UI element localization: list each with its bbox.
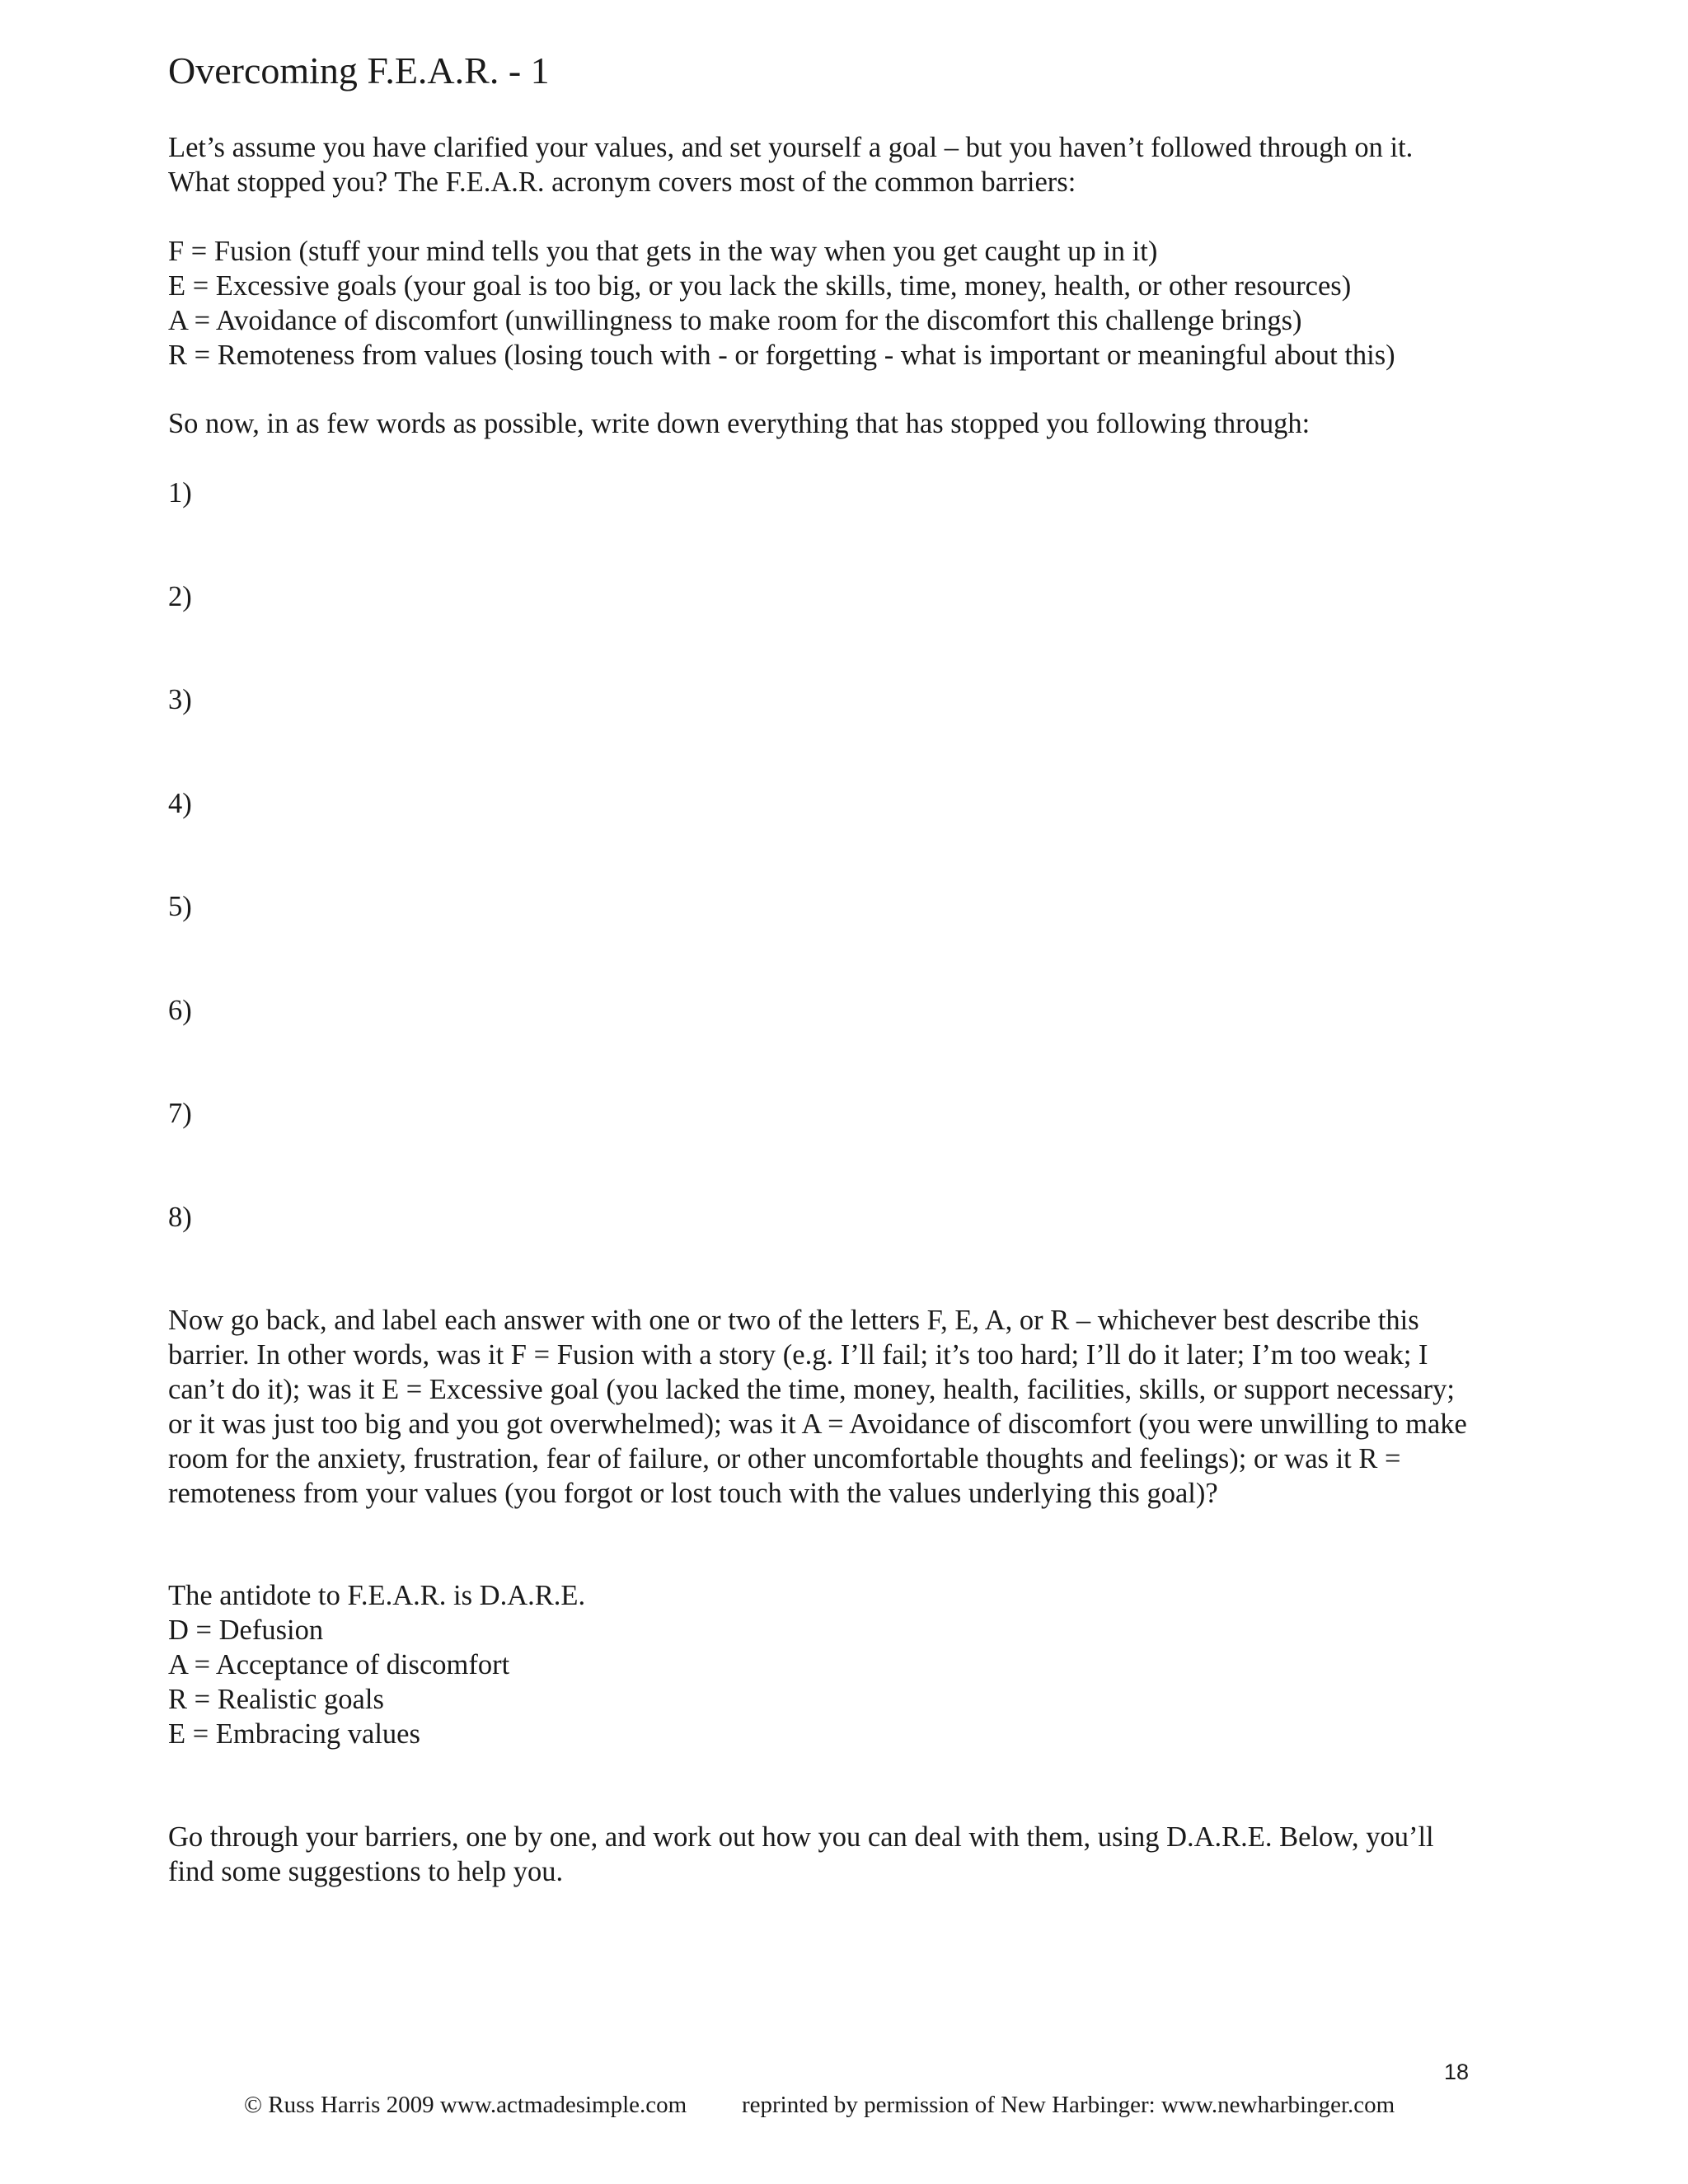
closing-line: find some suggestions to help you. — [168, 1856, 564, 1887]
dare-item-e: E = Embracing values — [168, 1718, 420, 1750]
intro-line: Let’s assume you have clarified your values, and set yourself a goal – but you haven’t followed through on it. — [168, 132, 1414, 163]
intro-paragraph — [168, 130, 1569, 199]
footer-copyright: © Russ Harris 2009 www.actmadesimple.com — [244, 2092, 687, 2118]
paragraph-line: can’t do it); was it E = Excessive goal (you lacked the time, money, health, facilities, skills, or support necessary; — [168, 1374, 1456, 1405]
paragraph-line: barrier. In other words, was it F = Fusion with a story (e.g. I’ll fail; it’s too hard; I’ll do it later; I’m too weak; I — [168, 1339, 1428, 1371]
fear-item-a: A = Avoidance of discomfort (unwillingness to make room for the discomfort this challenge brings) — [168, 305, 1302, 336]
paragraph-line: or it was just too big and you got overwhelmed); was it A = Avoidance of discomfort (you were unwilling to make — [168, 1408, 1467, 1440]
prompt-line: So now, in as few words as possible, write down everything that has stopped you following through: — [168, 408, 1311, 439]
page-number: 18 — [1444, 2060, 1470, 2084]
dare-item-d: D = Defusion — [168, 1615, 324, 1646]
dare-item-a: A = Acceptance of discomfort — [168, 1649, 510, 1680]
fear-item-r: R = Remoteness from values (losing touch with - or forgetting - what is important or meaningful about this) — [168, 340, 1395, 371]
page-title: Overcoming F.E.A.R. - 1 — [168, 49, 550, 91]
paragraph-line: Now go back, and label each answer with one or two of the letters F, E, A, or R – whichever best describe this — [168, 1305, 1419, 1336]
dare-item-r: R = Realistic goals — [168, 1684, 384, 1715]
closing-paragraph — [168, 1820, 1569, 1889]
dare-heading: The antidote to F.E.A.R. is D.A.R.E. — [168, 1580, 586, 1611]
answer-number-7: 7) — [168, 1098, 192, 1129]
answer-number-8: 8) — [168, 1202, 192, 1233]
footer-permission: reprinted by permission of New Harbinger: www.newharbinger.com — [742, 2092, 1395, 2118]
closing-line: Go through your barriers, one by one, and work out how you can deal with them, using D.A.R.E. Below, you’ll — [168, 1821, 1434, 1853]
fear-item-f: F = Fusion (stuff your mind tells you that gets in the way when you get caught up in it) — [168, 236, 1158, 267]
answer-number-1: 1) — [168, 477, 192, 509]
answer-number-6: 6) — [168, 995, 192, 1026]
paragraph-line: remoteness from your values (you forgot or lost touch with the values underlying this goal)? — [168, 1478, 1218, 1509]
paragraph-line: room for the anxiety, frustration, fear of failure, or other uncomfortable thoughts and feelings); or was it R = — [168, 1443, 1401, 1474]
answer-number-3: 3) — [168, 684, 192, 715]
label-instructions-paragraph — [168, 1303, 1569, 1511]
intro-line: What stopped you? The F.E.A.R. acronym covers most of the common barriers: — [168, 166, 1076, 198]
answer-number-4: 4) — [168, 788, 192, 819]
fear-item-e: E = Excessive goals (your goal is too big, or you lack the skills, time, money, health, or other resources) — [168, 270, 1352, 302]
answer-number-2: 2) — [168, 581, 192, 612]
prompt-text — [168, 406, 1569, 441]
fear-list — [168, 234, 1569, 373]
dare-list — [168, 1578, 1569, 1751]
answer-number-5: 5) — [168, 891, 192, 922]
